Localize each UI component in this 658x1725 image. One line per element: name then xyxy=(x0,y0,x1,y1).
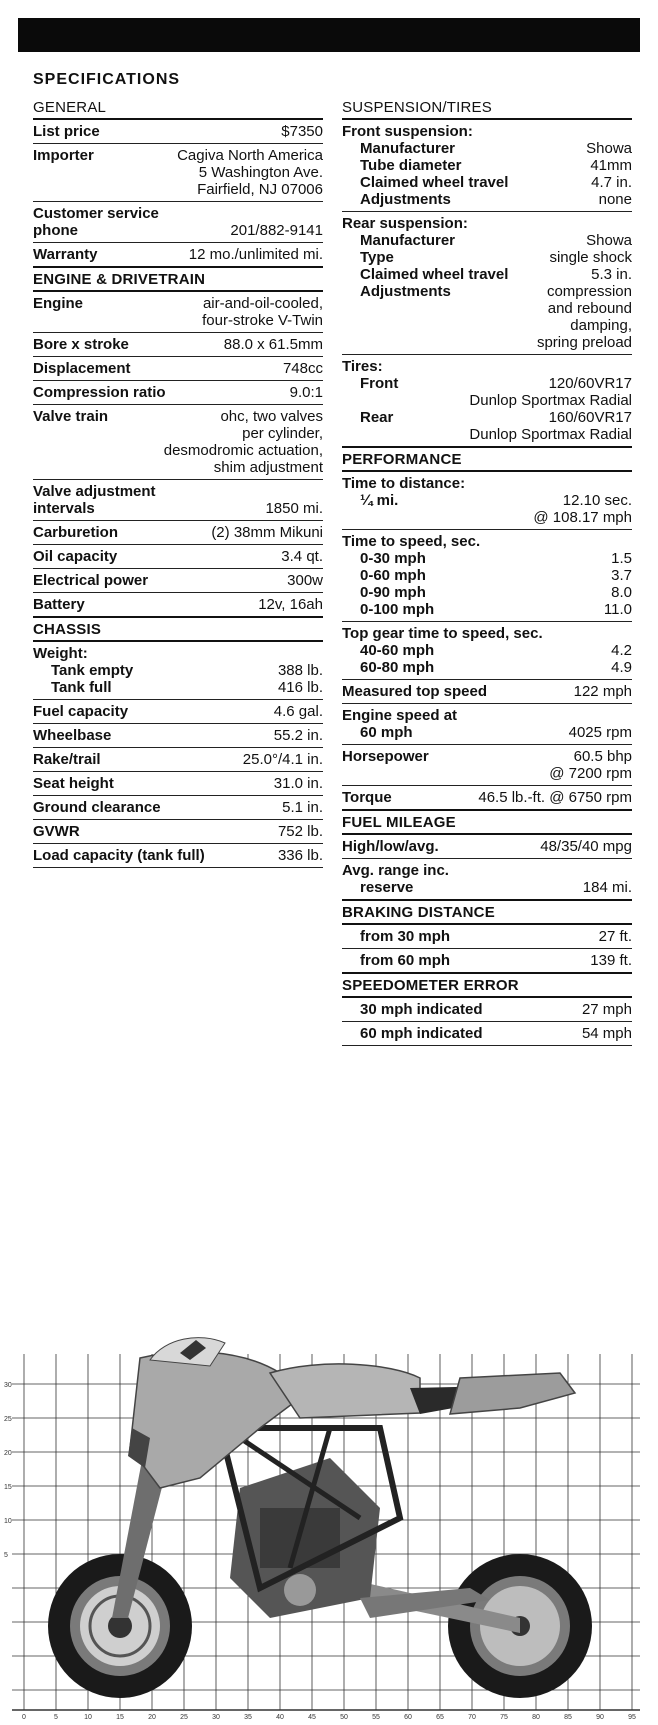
spec-customer-service xyxy=(33,202,323,243)
spec-label: Manufacturer xyxy=(360,140,456,157)
section-speedometer: SPEEDOMETER ERROR xyxy=(342,974,632,998)
left-column xyxy=(33,96,323,868)
spec-label: Time to distance: xyxy=(342,475,466,492)
spec-speedo-30 xyxy=(342,998,632,1022)
spec-label: Rear xyxy=(360,409,394,426)
spec-value: Cagiva North America xyxy=(177,147,323,164)
grid-x-label: 55 xyxy=(372,1714,380,1720)
grid-x-label: 65 xyxy=(436,1714,444,1720)
spec-label: Displacement xyxy=(33,360,131,377)
spec-engine-speed xyxy=(342,704,632,745)
spec-value: 31.0 in. xyxy=(273,775,323,792)
spec-gvwr xyxy=(33,820,323,844)
spec-value: per cylinder, xyxy=(242,425,323,442)
spec-value: 8.0 xyxy=(611,584,632,601)
spec-label: Torque xyxy=(342,789,392,806)
spec-value: ohc, two valves xyxy=(220,408,323,425)
grid-x-label: 10 xyxy=(84,1714,92,1720)
spec-value: 12.10 sec. xyxy=(562,492,632,509)
spec-label: Claimed wheel travel xyxy=(360,174,509,191)
grid-y-label: 20 xyxy=(4,1450,12,1457)
spec-label: Rear suspension: xyxy=(342,215,468,232)
spec-value: 60.5 bhp xyxy=(573,748,632,765)
spec-label: ¼ mi. xyxy=(360,492,399,509)
spec-top-gear xyxy=(342,622,632,680)
spec-value: @ 7200 rpm xyxy=(549,765,632,782)
right-column xyxy=(342,96,632,1046)
spec-value: 25.0°/4.1 in. xyxy=(242,751,323,768)
spec-value: damping, xyxy=(570,317,632,334)
spec-label: Tank full xyxy=(51,679,112,696)
spec-value: 4.7 in. xyxy=(591,174,632,191)
spec-horsepower xyxy=(342,745,632,786)
spec-label: Seat height xyxy=(33,775,114,792)
spec-label: Adjustments xyxy=(360,191,451,208)
spec-label: Claimed wheel travel xyxy=(360,266,509,283)
grid-x-label: 5 xyxy=(54,1714,58,1720)
spec-value: 88.0 x 61.5mm xyxy=(223,336,323,353)
spec-value: 752 lb. xyxy=(277,823,323,840)
spec-label: Tube diameter xyxy=(360,157,462,174)
section-general: GENERAL xyxy=(33,96,323,120)
spec-label: Tank empty xyxy=(51,662,134,679)
spec-value: four-stroke V-Twin xyxy=(202,312,323,329)
spec-weight xyxy=(33,642,323,700)
spec-label: 0-90 mph xyxy=(360,584,426,601)
header-bar xyxy=(18,18,640,52)
spec-value: 139 ft. xyxy=(590,952,632,969)
spec-compression xyxy=(33,381,323,405)
spec-value: 300w xyxy=(287,572,323,589)
spec-label: reserve xyxy=(360,879,414,896)
spec-value: shim adjustment xyxy=(213,459,323,476)
spec-label: Avg. range inc. xyxy=(342,862,449,879)
grid-x-label: 20 xyxy=(148,1714,156,1720)
spec-top-speed xyxy=(342,680,632,704)
spec-value: 11.0 xyxy=(603,601,632,618)
grid-x-label: 80 xyxy=(532,1714,540,1720)
spec-label: Fuel capacity xyxy=(33,703,129,720)
spec-label: List price xyxy=(33,123,100,140)
spec-rake-trail xyxy=(33,748,323,772)
spec-value: 160/60VR17 xyxy=(548,409,632,426)
spec-value: 201/882-9141 xyxy=(230,222,323,239)
spec-label: Valve adjustment xyxy=(33,483,156,500)
spec-value: 4.6 gal. xyxy=(273,703,323,720)
spec-label: Carburetion xyxy=(33,524,119,541)
spec-battery xyxy=(33,593,323,618)
spec-label: Tires: xyxy=(342,358,383,375)
spec-brake-60 xyxy=(342,949,632,974)
spec-importer xyxy=(33,144,323,202)
spec-value: Fairfield, NJ 07006 xyxy=(197,181,323,198)
grid-y-label: 25 xyxy=(4,1416,12,1423)
grid-x-label: 35 xyxy=(244,1714,252,1720)
spec-oil xyxy=(33,545,323,569)
spec-label: Oil capacity xyxy=(33,548,118,565)
spec-bore xyxy=(33,333,323,357)
grid-y-label: 30 xyxy=(4,1382,12,1389)
spec-value: @ 108.17 mph xyxy=(533,509,632,526)
spec-label: Electrical power xyxy=(33,572,149,589)
spec-value: 4.2 xyxy=(611,642,632,659)
motorcycle-drawing xyxy=(0,1318,658,1720)
spec-value: single shock xyxy=(549,249,632,266)
spec-torque xyxy=(342,786,632,811)
spec-label: Compression ratio xyxy=(33,384,166,401)
spec-value: Dunlop Sportmax Radial xyxy=(469,426,632,443)
spec-value: 1.5 xyxy=(611,550,632,567)
spec-value: 55.2 in. xyxy=(273,727,323,744)
spec-label: Customer service xyxy=(33,205,159,222)
grid-y-label: 5 xyxy=(4,1552,8,1559)
spec-label: phone xyxy=(33,222,78,239)
spec-value: 4025 rpm xyxy=(568,724,632,741)
spec-label: Valve train xyxy=(33,408,109,425)
spec-label: 0-100 mph xyxy=(360,601,435,618)
motorcycle-illustration xyxy=(0,1318,658,1720)
grid-x-label: 75 xyxy=(500,1714,508,1720)
spec-label: 0-60 mph xyxy=(360,567,426,584)
grid-x-label: 95 xyxy=(628,1714,636,1720)
spec-speedo-60 xyxy=(342,1022,632,1046)
grid-x-label: 45 xyxy=(308,1714,316,1720)
spec-value: 122 mph xyxy=(573,683,632,700)
spec-range xyxy=(342,859,632,901)
spec-label: 60 mph indicated xyxy=(360,1025,483,1042)
grid-x-label: 15 xyxy=(116,1714,124,1720)
spec-value: 9.0:1 xyxy=(289,384,323,401)
spec-label: Measured top speed xyxy=(342,683,488,700)
spec-value: Dunlop Sportmax Radial xyxy=(469,392,632,409)
spec-carburetion xyxy=(33,521,323,545)
spec-value: Showa xyxy=(586,140,632,157)
spec-seat-height xyxy=(33,772,323,796)
spec-label: Front xyxy=(360,375,399,392)
spec-value: Showa xyxy=(586,232,632,249)
section-suspension: SUSPENSION/TIRES xyxy=(342,96,632,120)
spec-value: $7350 xyxy=(281,123,323,140)
grid-x-label: 25 xyxy=(180,1714,188,1720)
spec-label: 60-80 mph xyxy=(360,659,435,676)
spec-value: 27 ft. xyxy=(598,928,632,945)
spec-value: 336 lb. xyxy=(277,847,323,864)
spec-label: from 30 mph xyxy=(360,928,451,945)
spec-value: 12v, 16ah xyxy=(258,596,323,613)
grid-x-label: 40 xyxy=(276,1714,284,1720)
spec-label: Adjustments xyxy=(360,283,451,300)
spec-label: 0-30 mph xyxy=(360,550,426,567)
spec-valve-adjustment xyxy=(33,480,323,521)
spec-value: desmodromic actuation, xyxy=(163,442,323,459)
grid-y-label: 15 xyxy=(4,1484,12,1491)
section-chassis: CHASSIS xyxy=(33,618,323,642)
spec-label: Engine xyxy=(33,295,84,312)
spec-brake-30 xyxy=(342,925,632,949)
grid-x-label: 30 xyxy=(212,1714,220,1720)
spec-value: 1850 mi. xyxy=(265,500,323,517)
spec-label: Bore x stroke xyxy=(33,336,129,353)
section-fuel-mileage: FUEL MILEAGE xyxy=(342,811,632,835)
spec-value: none xyxy=(598,191,632,208)
spec-label: Warranty xyxy=(33,246,98,263)
spec-label: Weight: xyxy=(33,645,88,662)
spec-value: and rebound xyxy=(547,300,632,317)
grid-x-label: 90 xyxy=(596,1714,604,1720)
spec-warranty xyxy=(33,243,323,268)
spec-label: 60 mph xyxy=(360,724,413,741)
spec-value: spring preload xyxy=(536,334,632,351)
spec-value: 27 mph xyxy=(581,1001,632,1018)
spec-value: 3.4 qt. xyxy=(281,548,323,565)
spec-fuel-capacity xyxy=(33,700,323,724)
spec-valve-train xyxy=(33,405,323,480)
grid-x-label: 50 xyxy=(340,1714,348,1720)
section-braking: BRAKING DISTANCE xyxy=(342,901,632,925)
spec-mileage xyxy=(342,835,632,859)
spec-value: air-and-oil-cooled, xyxy=(202,295,323,312)
grid-x-label: 0 xyxy=(22,1714,26,1720)
spec-label: GVWR xyxy=(33,823,80,840)
spec-front-suspension xyxy=(342,120,632,212)
spec-load-capacity xyxy=(33,844,323,868)
spec-value: 54 mph xyxy=(581,1025,632,1042)
spec-label: Front suspension: xyxy=(342,123,473,140)
spec-label: Time to speed, sec. xyxy=(342,533,481,550)
motorcycle-body xyxy=(48,1338,592,1698)
spec-value: 46.5 lb.-ft. @ 6750 rpm xyxy=(478,789,632,806)
spec-ground-clearance xyxy=(33,796,323,820)
spec-value: 4.9 xyxy=(611,659,632,676)
spec-label: from 60 mph xyxy=(360,952,451,969)
spec-label: Importer xyxy=(33,147,94,164)
spec-value: 12 mo./unlimited mi. xyxy=(188,246,323,263)
grid-x-label: 70 xyxy=(468,1714,476,1720)
spec-electrical xyxy=(33,569,323,593)
spec-value: 48/35/40 mpg xyxy=(540,838,632,855)
spec-label: Rake/trail xyxy=(33,751,101,768)
spec-label: Horsepower xyxy=(342,748,429,765)
spec-label: 40-60 mph xyxy=(360,642,435,659)
spec-value: (2) 38mm Mikuni xyxy=(211,524,323,541)
section-performance: PERFORMANCE xyxy=(342,448,632,472)
spec-value: 5.3 in. xyxy=(591,266,632,283)
spec-label: Type xyxy=(360,249,394,266)
spec-wheelbase xyxy=(33,724,323,748)
spec-label: intervals xyxy=(33,500,95,517)
spec-label: Engine speed at xyxy=(342,707,458,724)
grid-x-label: 60 xyxy=(404,1714,412,1720)
spec-label: Battery xyxy=(33,596,85,613)
spec-value: 41mm xyxy=(590,157,632,174)
spec-value: 388 lb. xyxy=(277,662,323,679)
spec-value: 416 lb. xyxy=(277,679,323,696)
spec-value: 5 Washington Ave. xyxy=(198,164,323,181)
grid-y-label: 10 xyxy=(4,1518,12,1525)
section-engine: ENGINE & DRIVETRAIN xyxy=(33,268,323,292)
spec-value: 3.7 xyxy=(611,567,632,584)
spec-tires xyxy=(342,355,632,448)
spec-label: Load capacity (tank full) xyxy=(33,847,205,864)
spec-value: 184 mi. xyxy=(582,879,632,896)
spec-time-to-distance xyxy=(342,472,632,530)
spec-label: Manufacturer xyxy=(360,232,456,249)
spec-label: High/low/avg. xyxy=(342,838,439,855)
spec-displacement xyxy=(33,357,323,381)
spec-time-to-speed xyxy=(342,530,632,622)
spec-label: Wheelbase xyxy=(33,727,112,744)
spec-rear-suspension xyxy=(342,212,632,355)
spec-label: Ground clearance xyxy=(33,799,161,816)
spec-value: 748cc xyxy=(282,360,323,377)
spec-value: 5.1 in. xyxy=(282,799,323,816)
page-title: SPECIFICATIONS xyxy=(33,71,181,88)
grid-x-label: 85 xyxy=(564,1714,572,1720)
spec-list-price xyxy=(33,120,323,144)
spec-value: 120/60VR17 xyxy=(548,375,632,392)
spec-label: 30 mph indicated xyxy=(360,1001,483,1018)
spec-label: Top gear time to speed, sec. xyxy=(342,625,543,642)
spec-value: compression xyxy=(546,283,632,300)
spec-engine xyxy=(33,292,323,333)
